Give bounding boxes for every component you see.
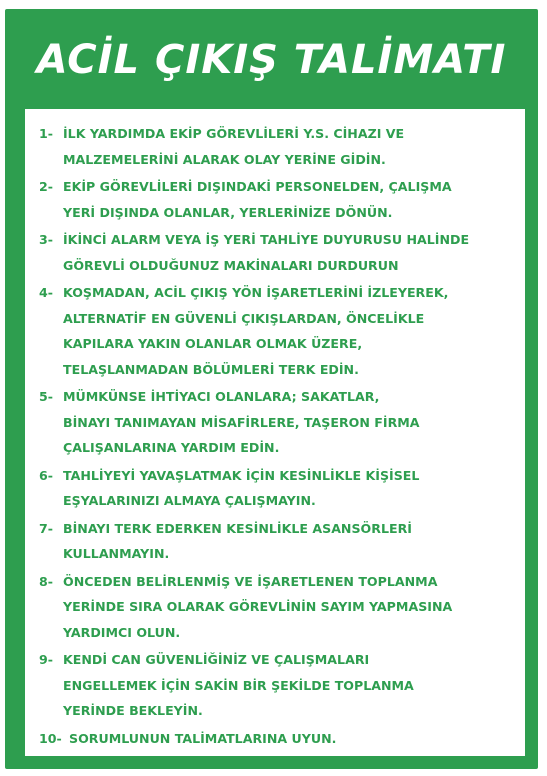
- instruction-item: [39, 463, 519, 514]
- sign-title: ACİL ÇIKIŞ TALİMATI: [36, 37, 507, 83]
- instruction-text: [63, 463, 519, 514]
- emergency-exit-sign: [5, 9, 538, 769]
- instruction-item: [39, 227, 519, 278]
- instruction-number: 7-: [39, 520, 53, 536]
- instruction-line: ALTERNATİF EN GÜVENLİ ÇIKIŞLARDAN, ÖNCELİKLE: [63, 310, 425, 326]
- instruction-number: 5-: [39, 389, 53, 404]
- instruction-text: [63, 516, 519, 567]
- instruction-text: [63, 227, 519, 278]
- instruction-item: [39, 174, 519, 225]
- instruction-text: [63, 569, 519, 646]
- instruction-line: KENDİ CAN GÜVENLİĞİNİZ VE ÇALIŞMALARI: [63, 652, 370, 667]
- instruction-number: 10-: [39, 730, 62, 746]
- instruction-line: BİNAYI TERK EDERKEN KESİNLİKLE ASANSÖRLERİ: [63, 520, 412, 536]
- instruction-item: [39, 121, 519, 172]
- instructions-list: [39, 121, 519, 751]
- instruction-text: [63, 280, 519, 382]
- instruction-line: EKİP GÖREVLİLERİ DIŞINDAKİ PERSONELDEN, ÇALIŞMA: [63, 179, 452, 194]
- instruction-line: İLK YARDIMDA EKİP GÖREVLİLERİ Y.S. CİHAZI VE: [63, 126, 405, 141]
- instruction-item: [39, 280, 519, 382]
- instruction-text: [63, 647, 519, 724]
- instruction-line: TAHLİYEYİ YAVAŞLATMAK İÇİN KESİNLİKLE KİŞİSEL: [63, 467, 420, 483]
- instruction-line: YERİ DIŞINDA OLANLAR, YERLERİNİZE DÖNÜN.: [63, 204, 393, 220]
- instruction-number: 3-: [39, 232, 53, 247]
- instruction-text: [63, 174, 519, 225]
- instruction-item: [39, 516, 519, 567]
- instruction-line: BİNAYI TANIMAYAN MİSAFİRLERE, TAŞERON FİRMA: [63, 414, 420, 430]
- instruction-line: KAPILARA YAKIN OLANLAR OLMAK ÜZERE,: [63, 336, 363, 351]
- instruction-number: 4-: [39, 285, 53, 300]
- instruction-line: KOŞMADAN, ACİL ÇIKIŞ YÖN İŞARETLERİNİ İZLEYEREK,: [63, 285, 449, 300]
- title-band: [5, 9, 538, 111]
- instruction-text: [69, 726, 519, 752]
- instruction-line: ÖNCEDEN BELİRLENMİŞ VE İŞARETLENEN TOPLANMA: [63, 573, 438, 589]
- instruction-line: YERİNDE SIRA OLARAK GÖREVLİNİN SAYIM YAPMASINA: [63, 599, 453, 614]
- instruction-number: 2-: [39, 179, 53, 194]
- instruction-item: [39, 647, 519, 724]
- instruction-line: EŞYALARINIZI ALMAYA ÇALIŞMAYIN.: [63, 493, 316, 508]
- instruction-line: SORUMLUNUN TALİMATLARINA UYUN.: [69, 730, 337, 746]
- instruction-line: ENGELLEMEK İÇİN SAKİN BİR ŞEKİLDE TOPLANMA: [63, 677, 414, 693]
- instruction-number: 6-: [39, 467, 53, 483]
- instructions-panel: [25, 109, 525, 756]
- instruction-number: 1-: [39, 126, 53, 141]
- instruction-item: [39, 384, 519, 461]
- instruction-line: KULLANMAYIN.: [63, 546, 170, 561]
- instruction-line: MALZEMELERİNİ ALARAK OLAY YERİNE GİDİN.: [63, 151, 386, 167]
- instruction-line: MÜMKÜNSE İHTİYACI OLANLARA; SAKATLAR,: [63, 389, 380, 404]
- instruction-item: [39, 726, 519, 752]
- instruction-line: ÇALIŞANLARINA YARDIM EDİN.: [63, 440, 280, 455]
- instruction-number: 8-: [39, 573, 53, 589]
- instruction-line: YARDIMCI OLUN.: [63, 624, 181, 640]
- instruction-number: 9-: [39, 652, 53, 667]
- instruction-item: [39, 569, 519, 646]
- instruction-text: [63, 121, 519, 172]
- instruction-line: İKİNCİ ALARM VEYA İŞ YERİ TAHLİYE DUYURUSU HALİNDE: [63, 232, 470, 247]
- instruction-line: TELAŞLANMADAN BÖLÜMLERİ TERK EDİN.: [63, 361, 359, 377]
- instruction-line: YERİNDE BEKLEYİN.: [63, 703, 203, 718]
- instruction-line: GÖREVLİ OLDUĞUNUZ MAKİNALARI DURDURUN: [63, 257, 399, 273]
- instruction-text: [63, 384, 519, 461]
